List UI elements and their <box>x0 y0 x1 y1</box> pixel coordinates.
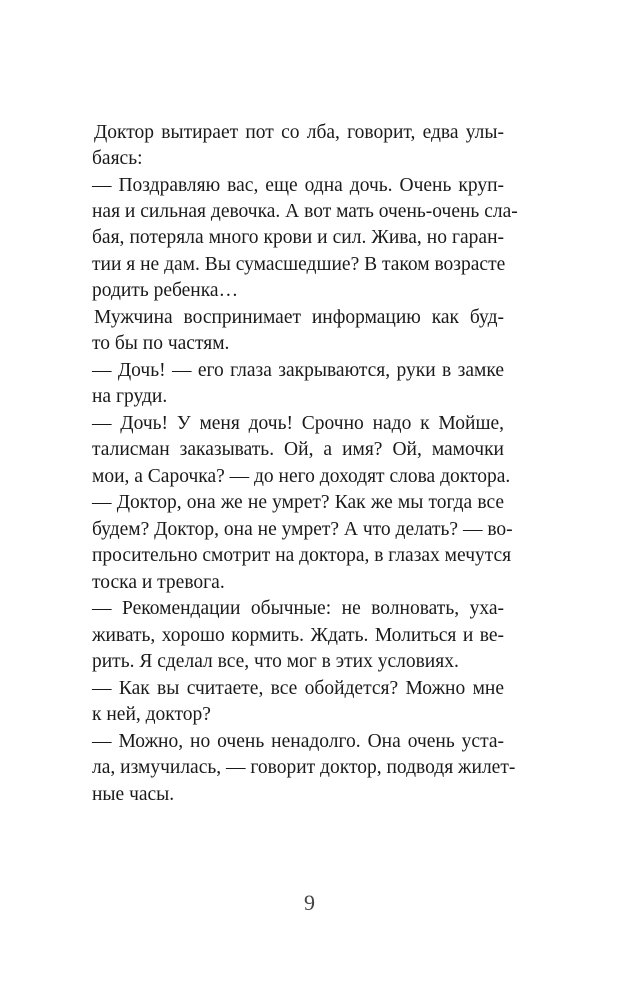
text-line: — Как вы считаете, все обойдется? Можно мне <box>92 678 504 699</box>
text-line: живать, хорошо кормить. Ждать. Молиться и ве- <box>92 625 504 646</box>
text-line: — Рекомендации обычные: не волновать, уха- <box>92 598 504 619</box>
text-line: бая, потеряла много крови и сил. Жива, но гаран- <box>92 227 504 248</box>
text-line: будем? Доктор, она не умрет? А что делать? — во- <box>92 519 513 540</box>
text-line: тоска и тревога. <box>92 572 225 593</box>
text-line: тии я не дам. Вы сумасшедшие? В таком возрасте <box>92 254 506 275</box>
text-line: ные часы. <box>92 784 175 805</box>
text-line: — Дочь! — его глаза закрываются, руки в замке <box>92 360 504 381</box>
text-line: то бы по частям. <box>92 333 230 354</box>
text-line: мои, а Сарочка? — до него доходят слова доктора. <box>92 466 511 487</box>
page-number: 9 <box>304 890 315 915</box>
text-line: — Можно, но очень ненадолго. Она очень уста- <box>92 731 504 752</box>
text-line: Мужчина воспринимает информацию как буд- <box>94 307 504 328</box>
text-line: баясь: <box>92 148 143 169</box>
text-line: рить. Я сделал все, что мог в этих условиях. <box>92 651 459 672</box>
text-line: — Поздравляю вас, еще одна дочь. Очень круп- <box>92 175 504 196</box>
text-line: — Дочь! У меня дочь! Срочно надо к Мойше, <box>92 413 504 434</box>
text-line: к ней, доктор? <box>92 704 211 725</box>
text-line: Доктор вытирает пот со лба, говорит, едва улы- <box>94 122 504 143</box>
text-line: просительно смотрит на доктора, в глазах мечутся <box>92 545 512 566</box>
text-line: — Доктор, она же не умрет? Как же мы тогда все <box>92 492 504 513</box>
text-line: ла, измучилась, — говорит доктор, подводя жилет- <box>92 757 516 778</box>
text-line: ная и сильная девочка. А вот мать очень-очень сла- <box>92 201 518 222</box>
text-line: родить ребенка… <box>92 280 239 301</box>
text-line: на груди. <box>92 386 168 407</box>
text-line: талисман заказывать. Ой, а имя? Ой, мамочки <box>92 439 504 460</box>
